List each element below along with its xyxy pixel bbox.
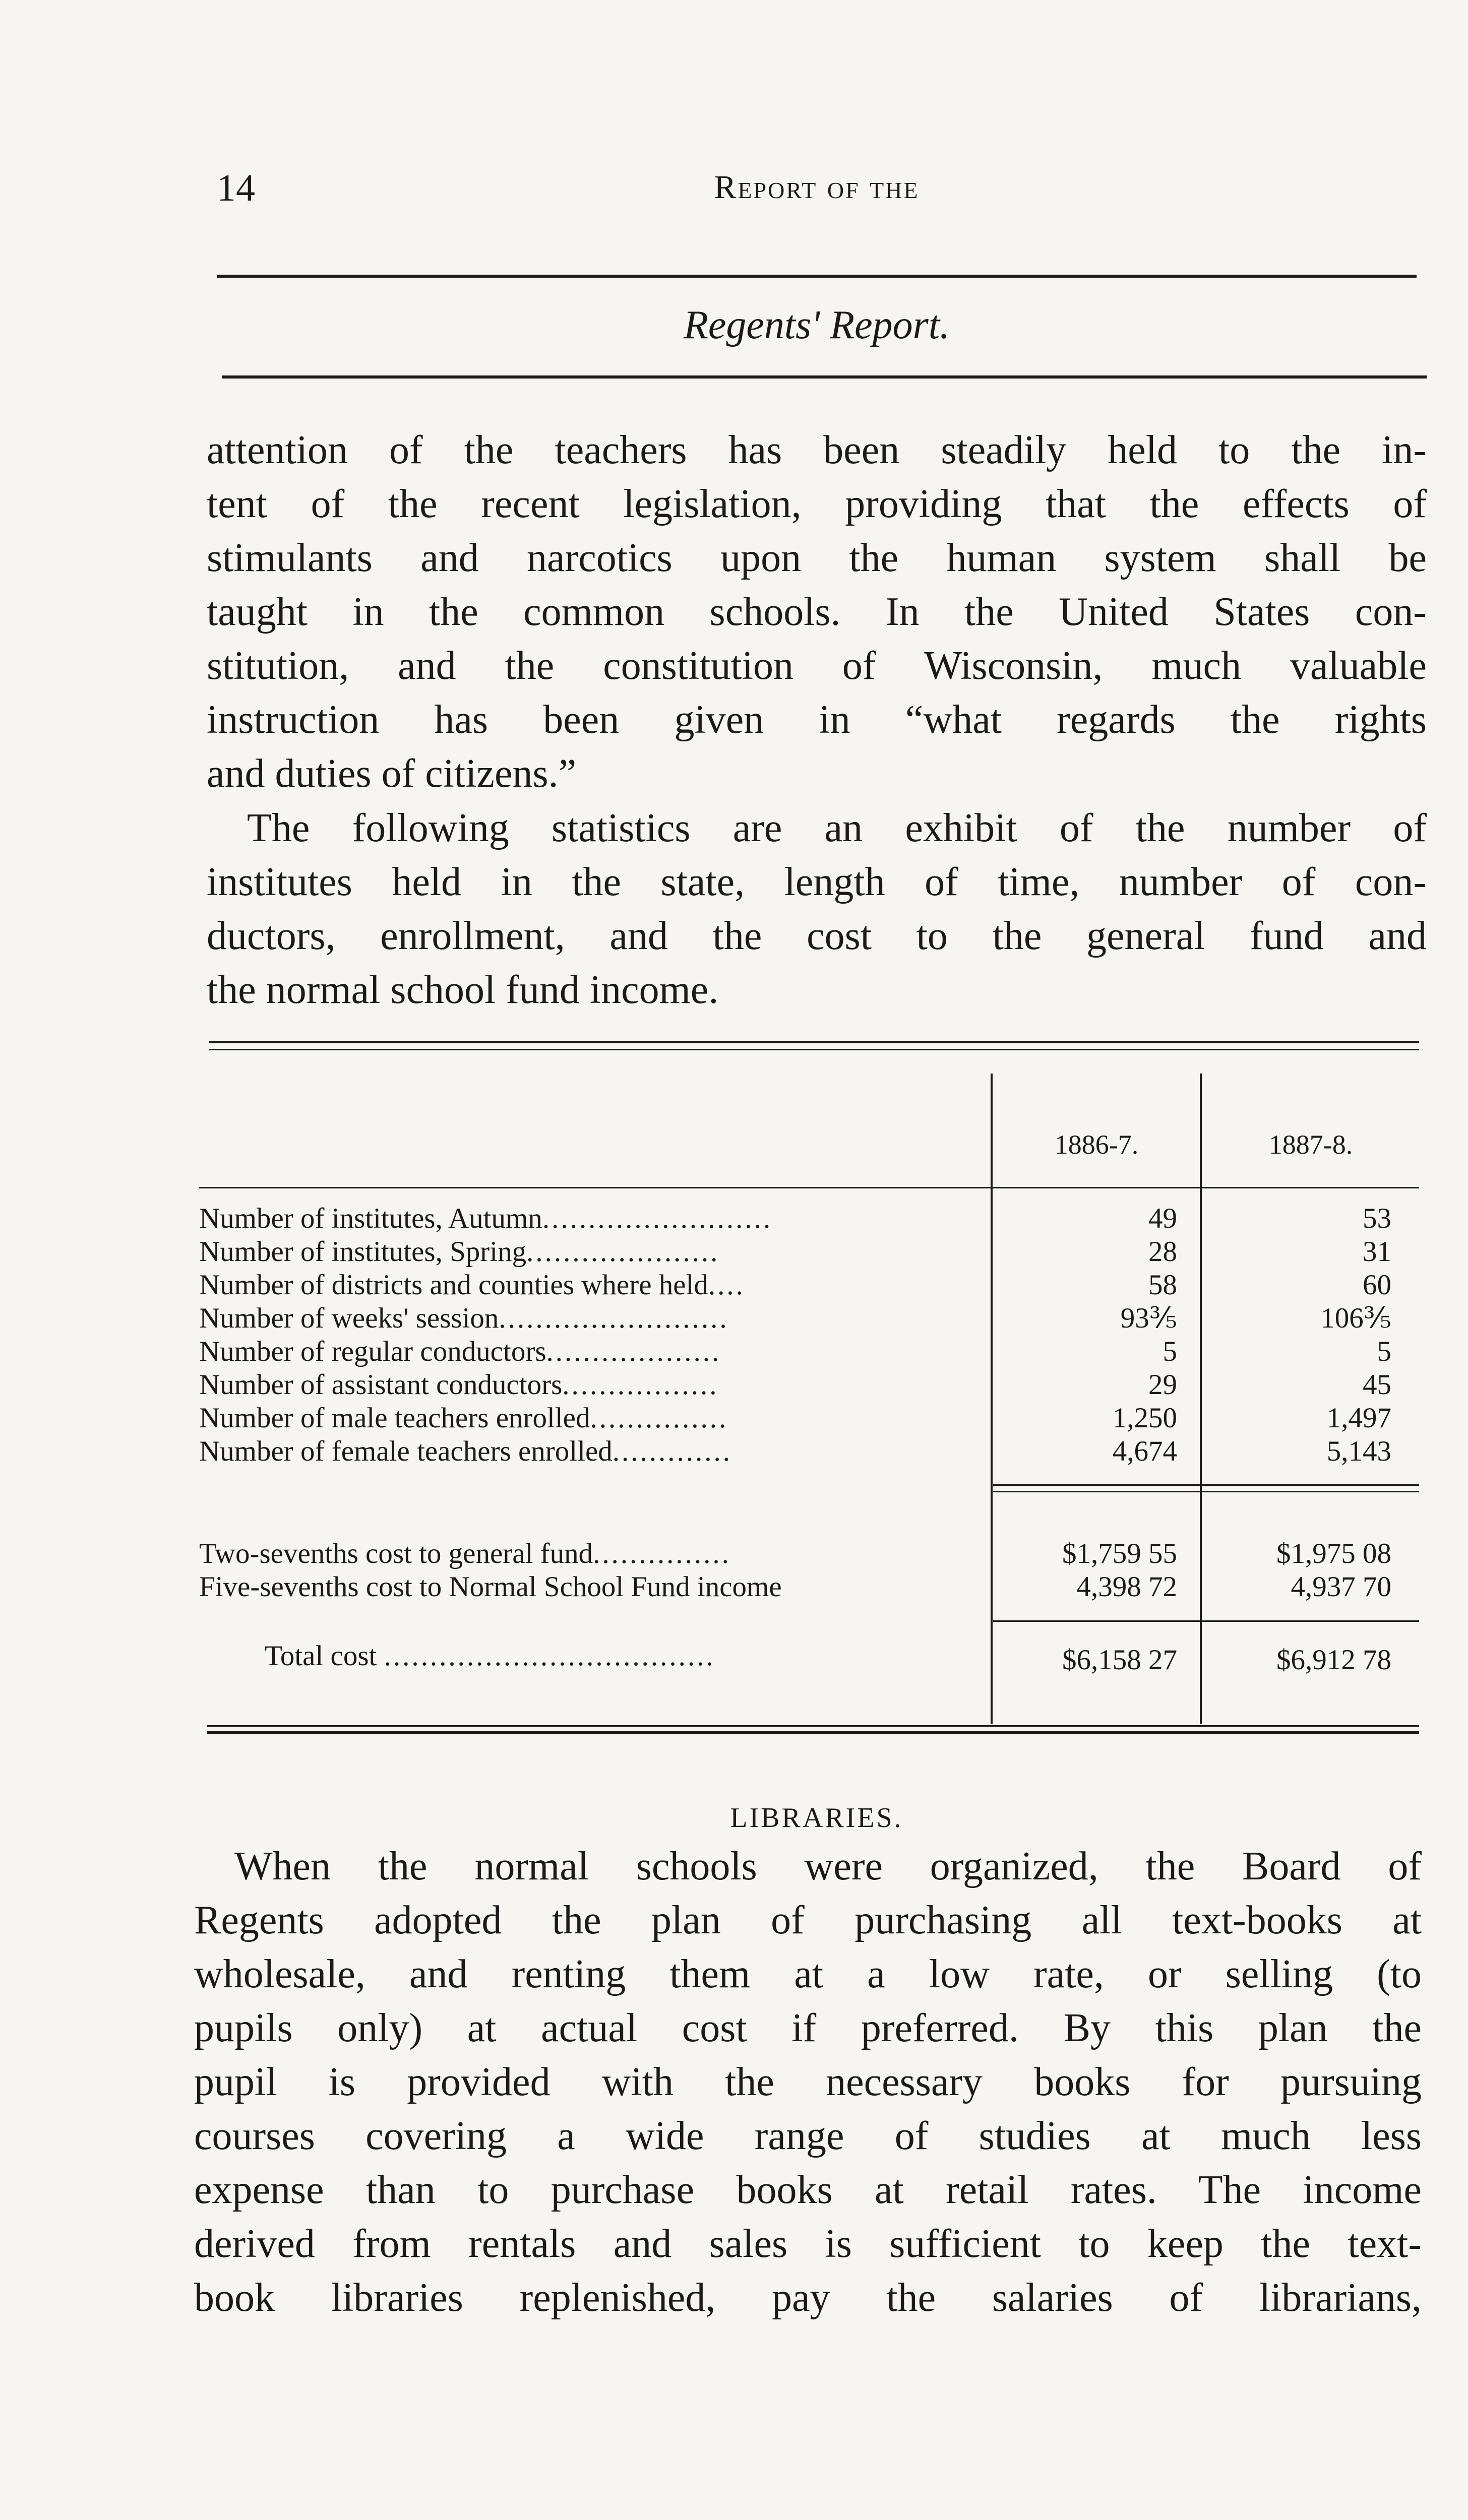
text-line: book libraries replenished, pay the salaries of librarians, [194, 2276, 1422, 2320]
table-cell: 1,250 [1112, 1402, 1177, 1434]
statistics-table [199, 1041, 1419, 1741]
table-row-label: Two-sevenths cost to general fund............... [199, 1538, 731, 1569]
page-number: 14 [217, 167, 255, 209]
column-rule [993, 1484, 1200, 1486]
table-cell: 49 [1148, 1203, 1177, 1234]
table-row-label: Number of weeks' session......................... [199, 1302, 729, 1334]
table-rule-top [209, 1041, 1419, 1043]
table-cell: 5 [1377, 1336, 1391, 1367]
table-cell: 53 [1363, 1203, 1391, 1234]
text-line: courses covering a wide range of studies at much less [194, 2114, 1422, 2158]
table-cell: 5,143 [1326, 1435, 1391, 1467]
header-rule [217, 275, 1417, 278]
table-row-label: Number of male teachers enrolled............... [199, 1402, 728, 1434]
table-row-label: Number of regular conductors................... [199, 1336, 721, 1367]
total-row-label: Total cost .................................... [265, 1640, 715, 1672]
text-line: derived from rentals and sales is sufficient to keep the text- [194, 2222, 1422, 2266]
text-line: institutes held in the state, length of time, number of con- [207, 860, 1427, 904]
libraries-heading: LIBRARIES. [730, 1802, 903, 1834]
statistics-paragraph [207, 801, 1427, 1017]
text-line: instruction has been given in “what regards the rights [207, 698, 1427, 742]
column-header-1886: 1886-7. [1054, 1129, 1139, 1160]
text-line: stitution, and the constitution of Wisconsin, much valuable [207, 644, 1427, 688]
text-line: pupil is provided with the necessary books for pursuing [194, 2060, 1422, 2104]
table-cell: 60 [1363, 1269, 1391, 1301]
section-title: Regents' Report. [683, 303, 950, 347]
table-row-label: Number of assistant conductors................. [199, 1369, 719, 1401]
text-line: ductors, enrollment, and the cost to the general fund and [207, 914, 1427, 958]
table-row-label: Number of districts and counties where held.... [199, 1269, 745, 1301]
column-divider [991, 1074, 993, 1724]
column-rule [1202, 1491, 1419, 1492]
text-line: Regents adopted the plan of purchasing all text-books at [194, 1898, 1422, 1942]
table-rule-top-inner [209, 1049, 1419, 1050]
table-row-label: Number of institutes, Autumn......................... [199, 1203, 773, 1234]
total-cell: $6,912 78 [1276, 1644, 1391, 1676]
text-line: taught in the common schools. In the United States con- [207, 590, 1427, 634]
text-line: tent of the recent legislation, providing that the effects of [207, 482, 1427, 526]
table-cell: 1,497 [1326, 1402, 1391, 1434]
column-rule [1202, 1620, 1419, 1622]
table-cell: 106⅗ [1320, 1302, 1391, 1334]
table-rule-bottom [207, 1731, 1419, 1734]
text-line: stimulants and narcotics upon the human system shall be [207, 536, 1427, 580]
column-rule [993, 1491, 1200, 1492]
running-title: Report of the [714, 169, 920, 206]
section-rule [222, 375, 1427, 379]
text-line: and duties of citizens.” [207, 751, 577, 796]
text-line: the normal school fund income. [207, 968, 719, 1012]
table-row-label: Five-sevenths cost to Normal School Fund income [199, 1571, 782, 1603]
table-row-label: Number of female teachers enrolled............. [199, 1435, 732, 1467]
table-cell: 5 [1163, 1336, 1177, 1367]
text-line: wholesale, and renting them at a low rate, or selling (to [194, 1952, 1422, 1996]
table-cell: 4,398 72 [1076, 1571, 1177, 1603]
text-line: pupils only) at actual cost if preferred. By this plan the [194, 2006, 1422, 2050]
table-cell: $1,759 55 [1062, 1538, 1177, 1569]
table-cell: 4,937 70 [1291, 1571, 1391, 1603]
text-line: expense than to purchase books at retail rates. The income [194, 2168, 1422, 2212]
table-row-label: Number of institutes, Spring..................... [199, 1236, 720, 1268]
running-head [217, 166, 1417, 222]
table-cell: 4,674 [1112, 1435, 1177, 1467]
table-cell: 45 [1363, 1369, 1391, 1401]
table-cell: 31 [1363, 1236, 1391, 1268]
total-cell: $6,158 27 [1062, 1644, 1177, 1676]
table-cell: 93⅗ [1120, 1302, 1177, 1334]
column-header-1887: 1887-8. [1268, 1129, 1353, 1160]
column-divider [1200, 1074, 1202, 1724]
text-line: The following statistics are an exhibit of the number of [247, 806, 1427, 850]
column-rule [1202, 1484, 1419, 1486]
text-line: When the normal schools were organized, the Board of [234, 1844, 1422, 1888]
table-cell: 29 [1148, 1369, 1177, 1401]
table-cell: 28 [1148, 1236, 1177, 1268]
table-cell: $1,975 08 [1276, 1538, 1391, 1569]
libraries-paragraph [194, 1840, 1422, 2325]
table-rule-bottom-inner [207, 1725, 1419, 1727]
table-header-rule [199, 1187, 1419, 1188]
intro-paragraph [207, 423, 1427, 801]
table-cell: 58 [1148, 1269, 1177, 1301]
text-line: attention of the teachers has been steadily held to the in- [207, 428, 1427, 472]
column-rule [993, 1620, 1200, 1622]
